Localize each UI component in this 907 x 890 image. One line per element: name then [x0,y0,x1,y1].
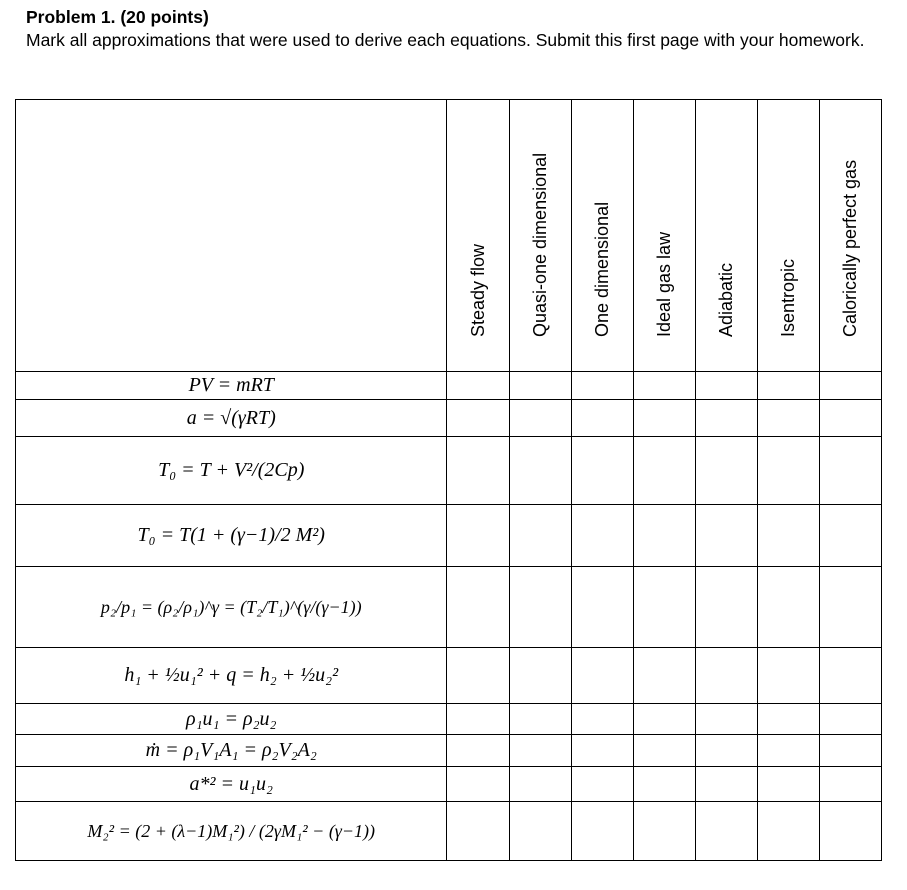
checkbox-cell[interactable] [633,767,695,802]
table-row [16,400,882,437]
checkbox-cell[interactable] [695,767,757,802]
checkbox-cell[interactable] [447,505,509,567]
table-row [16,648,882,704]
equation-7: ρ₁u₁ = ρ₂u₂ [16,704,447,735]
checkbox-cell[interactable] [447,437,509,505]
checkbox-cell[interactable] [571,505,633,567]
checkbox-cell[interactable] [571,372,633,400]
equation-9: a*² = u₁u₂ [16,767,447,802]
checkbox-cell[interactable] [633,505,695,567]
column-label-calorically-perfect-gas: Calorically perfect gas [840,159,861,337]
checkbox-cell[interactable] [819,372,881,400]
checkbox-cell[interactable] [571,735,633,767]
table-row [16,372,882,400]
column-label-adiabatic: Adiabatic [716,262,737,337]
checkbox-cell[interactable] [447,802,509,861]
checkbox-cell[interactable] [757,567,819,648]
checkbox-cell[interactable] [633,802,695,861]
header [26,6,886,52]
checkbox-cell[interactable] [633,567,695,648]
checkbox-cell[interactable] [819,767,881,802]
table-row [16,767,882,802]
checkbox-cell[interactable] [509,372,571,400]
checkbox-cell[interactable] [819,648,881,704]
column-label-one-dimensional: One dimensional [592,201,613,337]
checkbox-cell[interactable] [819,437,881,505]
checkbox-cell[interactable] [509,505,571,567]
column-label-ideal-gas-law: Ideal gas law [654,231,675,337]
equation-8: ṁ = ρ₁V₁A₁ = ρ₂V₂A₂ [16,735,447,767]
checkbox-cell[interactable] [695,372,757,400]
checkbox-cell[interactable] [509,437,571,505]
column-label-steady-flow: Steady flow [468,243,489,337]
checkbox-cell[interactable] [695,704,757,735]
equation-6: h₁ + ½u₁² + q = h₂ + ½u₂² [16,648,447,704]
equation-4: T₀ = T(1 + (γ−1)/2 M²) [16,505,447,567]
problem-instructions: Mark all approximations that were used to derive each equations. Submit this first page with your homework. [26,30,865,50]
checkbox-cell[interactable] [571,802,633,861]
checkbox-cell[interactable] [819,735,881,767]
equation-10: M₂² = (2 + (λ−1)M₁²) / (2γM₁² − (γ−1)) [16,802,447,861]
checkbox-cell[interactable] [757,767,819,802]
checkbox-cell[interactable] [819,567,881,648]
checkbox-cell[interactable] [633,400,695,437]
checkbox-cell[interactable] [571,567,633,648]
column-label-quasi-one-dimensional: Quasi-one dimensional [530,152,551,337]
table-row [16,704,882,735]
checkbox-cell[interactable] [695,735,757,767]
checkbox-cell[interactable] [819,802,881,861]
checkbox-cell[interactable] [509,704,571,735]
checkbox-cell[interactable] [509,648,571,704]
checkbox-cell[interactable] [509,735,571,767]
checkbox-cell[interactable] [447,372,509,400]
checkbox-cell[interactable] [633,372,695,400]
column-header [819,100,881,372]
checkbox-cell[interactable] [571,704,633,735]
checkbox-cell[interactable] [695,505,757,567]
header-row [16,100,882,372]
table-row [16,567,882,648]
checkbox-cell[interactable] [819,505,881,567]
checkbox-cell[interactable] [633,648,695,704]
equation-1: PV = mRT [16,372,447,400]
checkbox-cell[interactable] [509,767,571,802]
table-row [16,437,882,505]
approximation-table [15,99,882,861]
equation-3: T₀ = T + V²/(2Cp) [16,437,447,505]
checkbox-cell[interactable] [633,735,695,767]
checkbox-cell[interactable] [695,400,757,437]
checkbox-cell[interactable] [695,567,757,648]
column-label-isentropic: Isentropic [778,258,799,337]
checkbox-cell[interactable] [819,704,881,735]
column-header [571,100,633,372]
table-row [16,505,882,567]
checkbox-cell[interactable] [447,648,509,704]
checkbox-cell[interactable] [571,400,633,437]
column-header [757,100,819,372]
checkbox-cell[interactable] [633,704,695,735]
checkbox-cell[interactable] [447,735,509,767]
checkbox-cell[interactable] [447,567,509,648]
column-header [633,100,695,372]
table-row [16,802,882,861]
equation-2: a = √(γRT) [16,400,447,437]
checkbox-cell[interactable] [757,505,819,567]
checkbox-cell[interactable] [819,400,881,437]
checkbox-cell[interactable] [757,400,819,437]
checkbox-cell[interactable] [757,704,819,735]
checkbox-cell[interactable] [571,767,633,802]
checkbox-cell[interactable] [695,437,757,505]
checkbox-cell[interactable] [757,372,819,400]
checkbox-cell[interactable] [757,648,819,704]
checkbox-cell[interactable] [571,437,633,505]
table-row [16,735,882,767]
checkbox-cell[interactable] [447,767,509,802]
column-header [695,100,757,372]
problem-title: Problem 1. (20 points) [26,7,209,27]
checkbox-cell[interactable] [695,648,757,704]
checkbox-cell[interactable] [757,802,819,861]
checkbox-cell[interactable] [695,802,757,861]
checkbox-cell[interactable] [509,567,571,648]
checkbox-cell[interactable] [571,648,633,704]
checkbox-cell[interactable] [633,437,695,505]
corner-cell [16,100,447,372]
checkbox-cell[interactable] [509,400,571,437]
checkbox-cell[interactable] [509,802,571,861]
equation-5: p₂/p₁ = (ρ₂/ρ₁)^γ = (T₂/T₁)^(γ/(γ−1)) [16,567,447,648]
checkbox-cell[interactable] [447,704,509,735]
checkbox-cell[interactable] [757,437,819,505]
checkbox-cell[interactable] [447,400,509,437]
column-header [509,100,571,372]
column-header [447,100,509,372]
checkbox-cell[interactable] [757,735,819,767]
